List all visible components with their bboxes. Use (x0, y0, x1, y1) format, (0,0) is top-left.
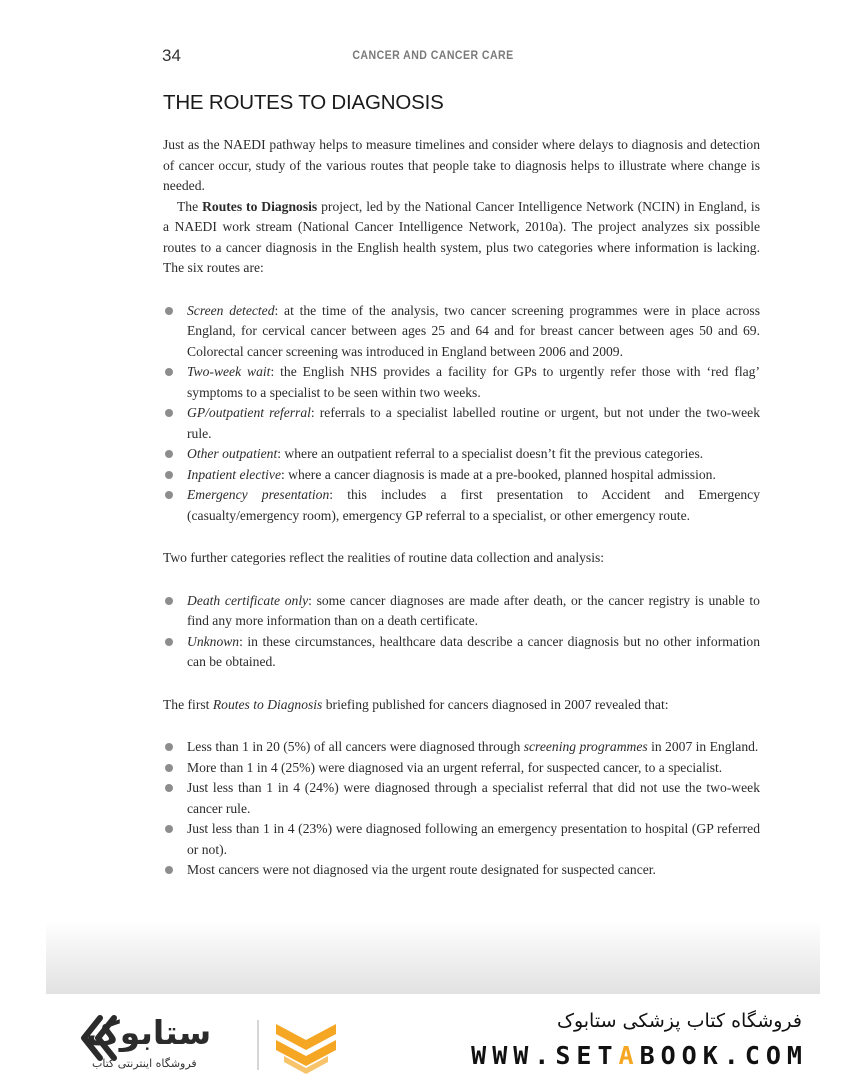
bullet-icon (165, 866, 173, 874)
bullet-icon (165, 368, 173, 376)
further-categories-intro: Two further categories reflect the realities of routine data collection and analysis: (163, 550, 605, 565)
bullet-icon (165, 743, 173, 751)
bullet-icon (165, 764, 173, 772)
logo-subtitle: فروشگاه اینترنتی کتاب (92, 1057, 197, 1070)
intro-paragraph-1: Just as the NAEDI pathway helps to measure timelines and consider where delays to diagnosis and detection of cancer occur, study of the various routes that people take to diagnosis helps to illustrate where change is needed. (163, 137, 760, 193)
list-item: Unknown: in these circumstances, healthcare data describe a cancer diagnosis but no other information can be obtained. (163, 632, 760, 673)
book-stack-icon (276, 1024, 336, 1074)
running-title: CANCER AND CANCER CARE (352, 48, 514, 62)
list-item: Most cancers were not diagnosed via the urgent route designated for suspected cancer. (163, 860, 760, 881)
routes-to-diagnosis-term: Routes to Diagnosis (202, 198, 318, 214)
bullet-icon (165, 307, 173, 315)
section-title: THE ROUTES TO DIAGNOSIS (163, 91, 444, 114)
store-name: فروشگاه کتاب پزشکی ستابوک (556, 1010, 802, 1032)
bullet-icon (165, 638, 173, 646)
list-item: GP/outpatient referral: referrals to a specialist labelled routine or urgent, but not under the two-week rule. (163, 403, 760, 444)
page-number: 34 (162, 46, 181, 65)
list-item: Less than 1 in 20 (5%) of all cancers were diagnosed through screening programmes in 2007 in England. (163, 737, 760, 758)
intro-paragraph-2: The Routes to Diagnosis project, led by the National Cancer Intelligence Network (NCIN) in England, is a NAEDI work stream (National Cancer Intelligence Network, 2010a). The project analyzes six possible routes to a cancer diagnosis in the English health system, plus two categories where information is lacking. The six routes are: (163, 198, 761, 275)
list-item: Screen detected: at the time of the analysis, two cancer screening programmes were in place across England, for cervical cancer between ages 25 and 64 and for breast cancer between ages 50 and 69. Colorectal cancer screening was introduced in England between 2006 and 2009. (163, 301, 760, 363)
bullet-icon (165, 491, 173, 499)
list-item: Inpatient elective: where a cancer diagnosis is made at a pre-booked, planned hospital admission. (163, 465, 760, 486)
bullet-icon (165, 825, 173, 833)
bullet-icon (165, 409, 173, 417)
page-bottom-fade (46, 920, 820, 994)
body-text (163, 135, 760, 881)
list-item: Other outpatient: where an outpatient referral to a specialist doesn’t fit the previous categories. (163, 444, 760, 465)
list-item: Just less than 1 in 4 (23%) were diagnosed following an emergency presentation to hospital (GP referred or not). (163, 819, 760, 860)
store-url: WWW.SETABOOK.COM (471, 1041, 808, 1070)
routes-list (163, 301, 760, 527)
list-item: Death certificate only: some cancer diagnoses are made after death, or the cancer registry is unable to find any more information than on a death certificate. (163, 591, 760, 632)
further-categories-list (163, 591, 760, 673)
logo-text: ستابوک (86, 1013, 212, 1052)
findings-intro: The first Routes to Diagnosis briefing published for cancers diagnosed in 2007 revealed that: (163, 696, 669, 712)
list-item: Emergency presentation: this includes a first presentation to Accident and Emergency (casualty/emergency room), emergency GP referral to a specialist, or other emergency route. (163, 485, 760, 526)
list-item: Just less than 1 in 4 (24%) were diagnosed through a specialist referral that did not use the two-week cancer rule. (163, 778, 760, 819)
findings-list (163, 737, 760, 881)
bullet-icon (165, 597, 173, 605)
bullet-icon (165, 471, 173, 479)
bullet-icon (165, 450, 173, 458)
list-item: Two-week wait: the English NHS provides a facility for GPs to urgently refer those with ‘red flag’ symptoms to a specialist to be seen within two weeks. (163, 362, 760, 403)
list-item: More than 1 in 4 (25%) were diagnosed via an urgent referral, for suspected cancer, to a specialist. (163, 758, 760, 779)
bullet-icon (165, 784, 173, 792)
